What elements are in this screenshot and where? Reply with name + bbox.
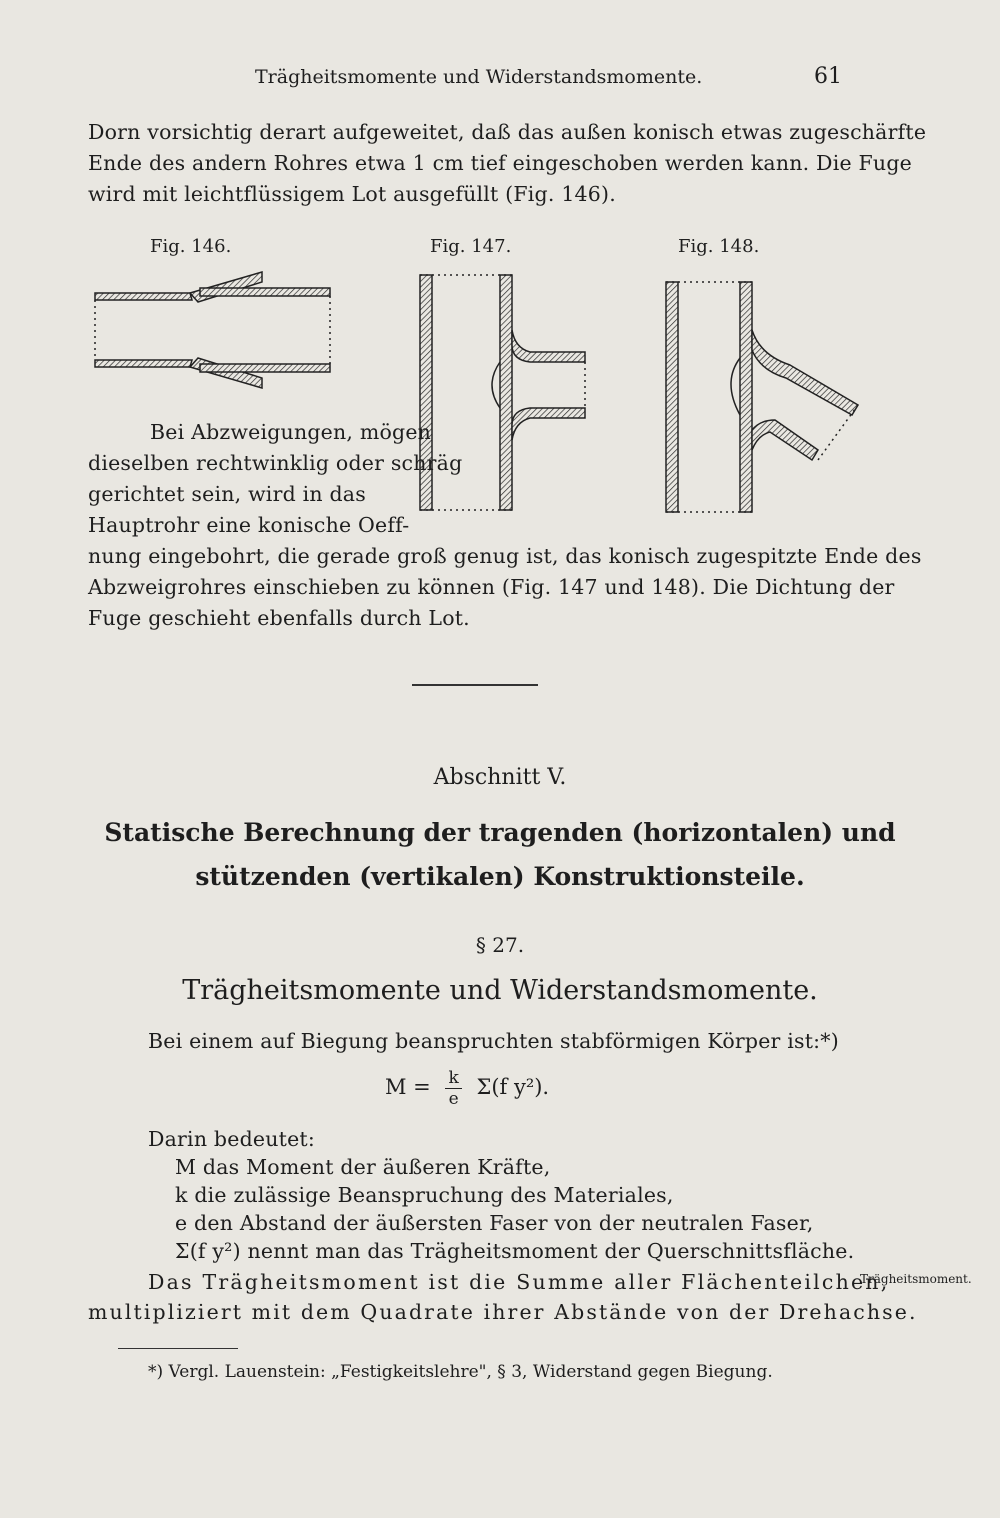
definition-m: M das Moment der äußeren Kräfte, xyxy=(175,1155,551,1179)
marginal-note: Trägheitsmoment. xyxy=(860,1272,972,1286)
formula-lhs: M = xyxy=(385,1075,431,1099)
fig-148-caption: Fig. 148. xyxy=(678,236,760,257)
intro-line-3: wird mit leichtflüssigem Lot ausgefüllt (Fig. 146). xyxy=(88,182,616,206)
branch-line-7: Fuge geschieht ebenfalls durch Lot. xyxy=(88,606,470,630)
spaced-line-2: multipliziert mit dem Quadrate ihrer Abstände von der Drehachse. xyxy=(88,1300,918,1324)
branch-line-3: gerichtet sein, wird in das xyxy=(88,482,366,506)
darin-line: Darin bedeutet: xyxy=(148,1127,315,1151)
running-head: Trägheitsmomente und Widerstandsmomente. xyxy=(255,66,703,88)
fig-146-pipe-joint xyxy=(95,272,330,388)
section-label: Abschnitt V. xyxy=(433,765,567,790)
paragraph-number: § 27. xyxy=(475,933,525,957)
body-intro: Bei einem auf Biegung beanspruchten stabförmigen Körper ist:*) xyxy=(148,1029,839,1053)
footnote: *) Vergl. Lauenstein: „Festigkeitslehre", § 3, Widerstand gegen Biegung. xyxy=(148,1362,773,1382)
section-title-line-1: Statische Berechnung der tragenden (horizontalen) und xyxy=(104,818,896,847)
branch-line-6: Abzweigrohres einschieben zu können (Fig. 147 und 148). Die Dichtung der xyxy=(88,575,895,599)
branch-line-5: nung eingebohrt, die gerade groß genug ist, das konisch zugespitzte Ende des xyxy=(88,544,922,568)
page-number: 61 xyxy=(814,64,842,89)
paragraph-title: Trägheitsmomente und Widerstandsmomente. xyxy=(182,975,818,1006)
fig-148-oblique-branch xyxy=(666,282,858,512)
definition-e: e den Abstand der äußersten Faser von der neutralen Faser, xyxy=(175,1211,814,1235)
definition-sigma: Σ(f y²) nennt man das Trägheitsmoment der Querschnittsfläche. xyxy=(175,1239,855,1263)
section-separator xyxy=(412,684,538,686)
branch-line-2: dieselben rechtwinklig oder schräg xyxy=(88,451,463,475)
formula-denominator: e xyxy=(448,1089,459,1109)
footnote-rule xyxy=(118,1348,238,1349)
fig-146-caption: Fig. 146. xyxy=(150,236,232,257)
section-title-line-2: stützenden (vertikalen) Konstruktionsteile. xyxy=(195,862,805,891)
branch-line-4: Hauptrohr eine konische Oeff- xyxy=(88,513,410,537)
formula-numerator: k xyxy=(445,1068,461,1089)
spaced-line-1: Das Trägheitsmoment ist die Summe aller Flächenteilchen, xyxy=(148,1270,890,1294)
formula-rhs: Σ(f y²). xyxy=(476,1075,550,1099)
formula-fraction xyxy=(445,1068,461,1109)
intro-line-2: Ende des andern Rohres etwa 1 cm tief eingeschoben werden kann. Die Fuge xyxy=(88,151,912,175)
fig-147-caption: Fig. 147. xyxy=(430,236,512,257)
definition-k: k die zulässige Beanspruchung des Materiales, xyxy=(175,1183,674,1207)
intro-line-1-text: Dorn vorsichtig derart aufgeweitet, daß das außen konisch etwas zugeschärfte xyxy=(88,120,927,144)
bending-formula xyxy=(385,1068,549,1109)
branch-line-1: Bei Abzweigungen, mögen xyxy=(150,420,432,444)
